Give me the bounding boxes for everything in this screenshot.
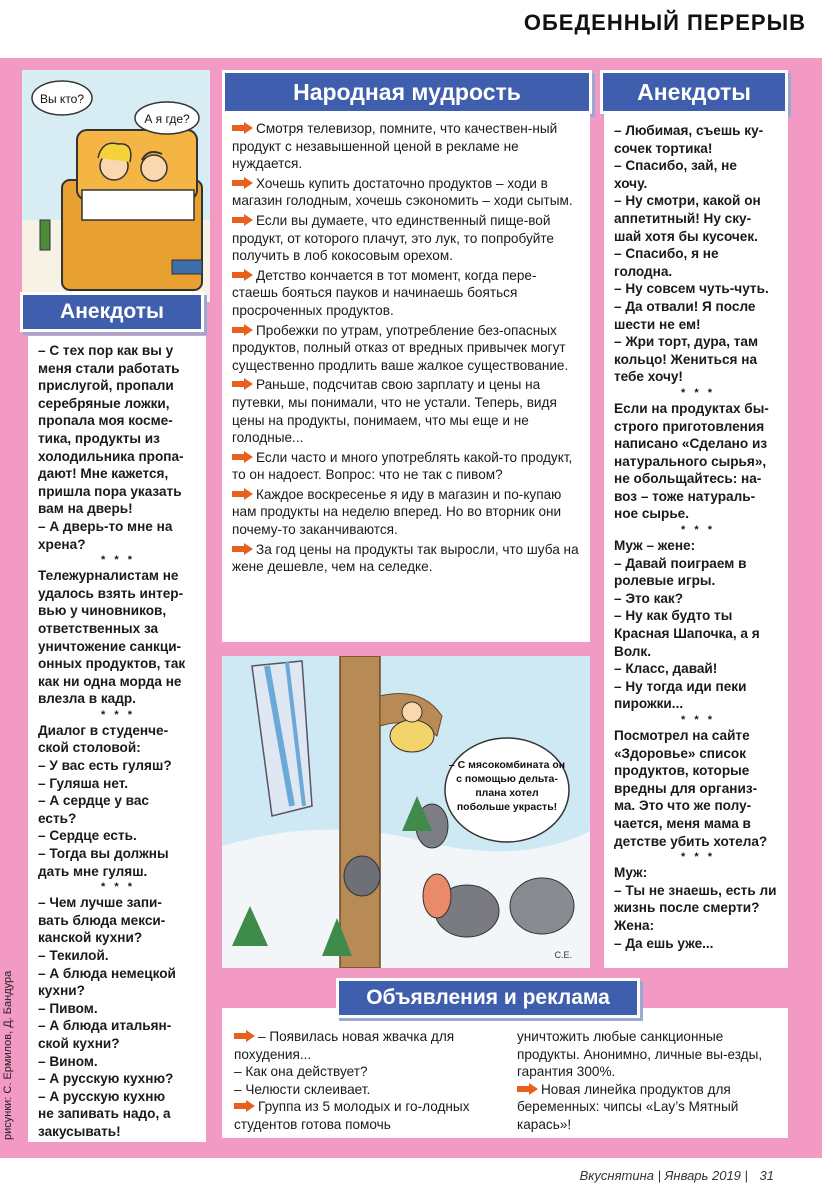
arrow-icon <box>232 177 254 189</box>
separator-stars: * * * <box>101 554 135 567</box>
anecdote-line: натурального сырья», <box>614 453 767 469</box>
anecdote-line: Посмотрел на сайте <box>614 728 750 743</box>
anecdote-line: кухни? <box>38 983 85 999</box>
anecdote-line: удалось взять интер- <box>38 585 184 601</box>
anecdote-line: вредны для организ- <box>614 780 758 796</box>
wisdom-item <box>232 322 580 375</box>
anecdote-line: уничтожение санкци- <box>38 638 182 654</box>
footer-text: Вкуснятина | Январь 2019 | <box>579 1168 748 1183</box>
anecdote-line: прислугой, пропали <box>38 378 174 394</box>
anecdote-line: – Ну тогда иди пеки <box>614 678 747 694</box>
separator-stars: * * * <box>101 881 135 894</box>
wisdom-list <box>232 120 580 576</box>
arrow-icon <box>232 122 254 134</box>
anecdote-line: ской столовой: <box>38 740 141 756</box>
ad-item <box>234 1028 503 1063</box>
wisdom-tag: Народная мудрость <box>222 70 592 114</box>
wisdom-item-text: Смотря телевизор, помните, что качествен-ный продукт с незавышенной ценой в рекламе не нуждается. <box>232 121 558 172</box>
anecdote-line: пришла пора указать <box>38 483 182 499</box>
anecdote-line: шести не ем! <box>614 316 701 332</box>
wisdom-item-text: Каждое воскресенье я иду в магазин и по-купаю нам продукты на неделю вперед. Но во вторник они почему-то заканчиваются. <box>232 486 562 538</box>
anecdote-line: Если на продуктах бы- <box>614 400 769 416</box>
page-footer <box>580 1168 774 1183</box>
anecdote-line: вью у чиновников, <box>38 603 167 619</box>
ad-item <box>517 1028 776 1081</box>
ad-item-text: – Челюсти склеивает. <box>234 1081 371 1097</box>
anecdote-line: закусывать! <box>38 1123 121 1139</box>
anecdote-line: продуктов, которые <box>614 763 750 779</box>
right-anecdotes-text <box>614 122 782 952</box>
anecdote-line: – Да отвали! Я после <box>614 298 756 314</box>
anecdote-line: – Ну совсем чуть-чуть. <box>614 281 769 297</box>
anecdote-line: пропала моя косме- <box>38 413 173 429</box>
anecdote-line: – Гуляша нет. <box>38 775 128 791</box>
left-anecdotes-text <box>38 342 198 1141</box>
arrow-icon <box>232 324 254 336</box>
right-anecdotes-tag: Анекдоты <box>600 70 788 114</box>
arrow-icon <box>234 1030 256 1042</box>
wolves-signature: С.Е. <box>554 950 572 960</box>
section-header: ОБЕДЕННЫЙ ПЕРЕРЫВ <box>523 10 806 35</box>
bubble-text-2: А я где? <box>144 112 190 126</box>
wisdom-item <box>232 449 580 484</box>
left-anecdotes-tag: Анекдоты <box>20 292 204 332</box>
anecdote-line: ской кухни? <box>38 1035 120 1051</box>
anecdote-line: чается, меня мама в <box>614 815 751 831</box>
anecdote-line: вам на дверь! <box>38 501 133 517</box>
anecdote-line: пирожки... <box>614 696 684 712</box>
wisdom-item <box>232 541 580 576</box>
anecdote-line: – С тех пор как вы у <box>38 343 174 358</box>
ads-tag: Объявления и реклама <box>336 978 640 1018</box>
left-cartoon-panel <box>22 70 210 302</box>
anecdote-line: как ни одна морда не <box>38 673 182 689</box>
anecdote-line: хочу. <box>614 175 648 191</box>
anecdote-line: Тележурналистам не <box>38 568 179 584</box>
anecdote-line: кольцо! Жениться на <box>614 351 758 367</box>
anecdote-line: ролевые игры. <box>614 573 716 589</box>
anecdote-line: серебряные ложки, <box>38 395 170 411</box>
separator-stars: * * * <box>681 524 715 537</box>
anecdote-line: тебе хочу! <box>614 369 683 385</box>
wisdom-item <box>232 120 580 173</box>
ad-item <box>234 1098 503 1133</box>
anecdote-line: ответственных за <box>38 620 159 636</box>
anecdote-line: онных продуктов, так <box>38 656 186 672</box>
left-anecdotes-panel <box>28 336 206 1142</box>
anecdote-line: Волк. <box>614 643 651 659</box>
ad-item-text: Группа из 5 молодых и го-лодных студентов готова помочь <box>234 1099 470 1132</box>
ad-item-text: Новая линейка продуктов для беременных: чипсы «Lay’s Мятный карась»! <box>516 1081 739 1132</box>
anecdote-line: – А блюда немецкой <box>38 965 176 981</box>
ad-item <box>234 1063 503 1081</box>
anecdote-line: – Да ешь уже... <box>614 935 714 951</box>
anecdote-line: аппетитный! Ну ску- <box>614 210 752 226</box>
wisdom-item-text: Если вы думаете, что единственный пище-вой продукт, от которого плачут, это лук, то попробуйте получить в лоб кокосовым орехом. <box>232 212 554 264</box>
ad-item <box>234 1081 503 1099</box>
arrow-icon <box>232 214 254 226</box>
anecdote-line: – Давай поиграем в <box>614 555 747 571</box>
wisdom-item-text: Если часто и много употреблять какой-то продукт, то он надоест. Вопрос: что не так с пивом? <box>232 449 573 483</box>
anecdote-line: – Тогда вы должны <box>38 846 169 862</box>
wisdom-item-text: Детство кончается в тот момент, когда пере-стаешь бояться пауков и начинаешь бояться просроченных продуктов. <box>232 267 537 318</box>
arrow-icon <box>232 269 254 281</box>
anecdote-line: голодна. <box>614 263 673 279</box>
ads-column-1 <box>234 1028 503 1138</box>
wisdom-item <box>232 175 580 210</box>
anecdote-line: тика, продукты из <box>38 430 160 446</box>
wisdom-panel <box>222 112 590 642</box>
anecdote-line: шай хотя бы кусочек. <box>614 228 758 244</box>
anecdote-line: – А дверь-то мне на <box>38 518 173 534</box>
anecdote-line: детстве убить хотела? <box>614 833 768 849</box>
anecdote-line: ма. Это что же полу- <box>614 798 752 814</box>
separator-stars: * * * <box>681 386 715 399</box>
anecdote-line: – Сердце есть. <box>38 828 137 844</box>
ad-item <box>517 1081 776 1134</box>
anecdote-line: Жена: <box>614 917 655 933</box>
wisdom-item-text: Раньше, подсчитав свою зарплату и цены на путевки, мы понимали, что не устали. Теперь, видя цены на продукты, понимаем, что мы еще и не голодные... <box>232 377 557 446</box>
anecdote-line: не запивать надо, а <box>38 1106 171 1122</box>
wisdom-item <box>232 486 580 539</box>
arrow-icon <box>232 543 254 555</box>
arrow-icon <box>234 1100 256 1112</box>
anecdote-line: – Жри торт, дура, там <box>614 334 759 350</box>
right-anecdotes-panel <box>604 114 788 968</box>
wolves-bubble-line-4: побольше украсть! <box>456 801 558 813</box>
wisdom-item <box>232 376 580 446</box>
separator-stars: * * * <box>101 708 135 721</box>
anecdote-line: канской кухни? <box>38 930 143 946</box>
anecdote-line: – Спасибо, зай, не <box>614 158 737 174</box>
wisdom-item-text: Хочешь купить достаточно продуктов – ходи в магазин голодным, хочешь сэкономить – ходи сытым. <box>232 175 573 209</box>
wolves-bubble-line-2: с помощью дельта- <box>456 773 558 785</box>
wisdom-item <box>232 267 580 320</box>
anecdote-line: – У вас есть гуляш? <box>38 758 172 774</box>
anecdote-line: дают! Мне кажется, <box>38 466 169 482</box>
page-number: 31 <box>759 1168 774 1183</box>
anecdote-line: – Спасибо, я не <box>614 246 719 262</box>
anecdote-line: вать блюда мекси- <box>38 912 166 928</box>
arrow-icon <box>517 1083 539 1095</box>
anecdote-line: дать мне гуляш. <box>38 863 148 879</box>
anecdote-line: – Любимая, съешь ку- <box>614 123 764 138</box>
anecdote-line: – Текилой. <box>38 948 109 963</box>
anecdote-line: ное сырье. <box>614 506 690 522</box>
separator-stars: * * * <box>681 714 715 726</box>
anecdote-line: строго приготовления <box>614 418 765 434</box>
arrow-icon <box>232 451 254 463</box>
anecdote-line: – Чем лучше запи- <box>38 895 162 911</box>
wisdom-item-text: Пробежки по утрам, употребление без-опасных продуктов, полный отказ от вредных привычек могут существенно продлить ваше жалкое существование. <box>232 322 569 373</box>
anecdote-line: – А русскую кухню <box>38 1088 166 1104</box>
wolves-bubble-line-3: плана хотел <box>475 787 539 799</box>
ads-panel <box>222 1008 788 1138</box>
anecdote-line: есть? <box>38 810 77 826</box>
anecdote-line: – Вином. <box>38 1053 98 1069</box>
anecdote-line: Муж – жене: <box>614 538 696 554</box>
anecdote-line: хрена? <box>38 536 86 552</box>
ads-column-2 <box>517 1028 776 1138</box>
wolves-cartoon-panel <box>222 656 590 968</box>
anecdote-line: – Ну смотри, какой он <box>614 193 761 209</box>
anecdote-line: – Ты не знаешь, есть ли <box>614 882 777 898</box>
anecdote-line: не обольщайтесь: на- <box>614 471 762 487</box>
anecdote-line: влезла в кадр. <box>38 691 136 707</box>
ad-item-text: – Как она действует? <box>234 1064 368 1080</box>
arrow-icon <box>232 378 254 390</box>
anecdote-line: холодильника пропа- <box>38 448 184 464</box>
separator-stars: * * * <box>681 851 715 864</box>
ad-item-text: – Появилась новая жвачка для похудения... <box>234 1029 455 1062</box>
anecdote-line: жизнь после смерти? <box>614 900 760 916</box>
anecdote-line: – А русскую кухню? <box>38 1071 174 1087</box>
wisdom-item <box>232 212 580 265</box>
anecdote-line: написано «Сделано из <box>614 436 768 452</box>
wisdom-item-text: За год цены на продукты так выросли, что шуба на жене дешевле, чем на селедке. <box>232 541 579 575</box>
anecdote-line: – Пивом. <box>38 1000 98 1016</box>
anecdote-line: Муж: <box>614 865 648 881</box>
anecdote-line: воз – тоже натураль- <box>614 488 756 504</box>
bed-cartoon <box>22 70 210 302</box>
anecdote-line: – Ну как будто ты <box>614 608 733 624</box>
anecdote-line: меня стали работать <box>38 360 180 376</box>
anecdote-line: сочек тортика! <box>614 140 713 156</box>
anecdote-line: – А блюда итальян- <box>38 1018 172 1034</box>
bubble-text-1: Вы кто? <box>39 92 85 106</box>
wolves-cartoon <box>222 656 590 968</box>
anecdote-line: – Класс, давай! <box>614 661 718 677</box>
wolves-bubble-line-1: – С мясокомбината он <box>448 759 566 771</box>
anecdote-line: «Здоровье» список <box>614 745 747 761</box>
arrow-icon <box>232 488 254 500</box>
anecdote-line: Красная Шапочка, а я <box>614 626 760 642</box>
anecdote-line: Диалог в студенче- <box>38 722 169 738</box>
anecdote-line: – Это как? <box>614 590 684 606</box>
anecdote-line: – А сердце у вас <box>38 793 149 809</box>
ad-item-text: уничтожить любые санкционные продукты. Анонимно, личные вы-езды, гарантия 300%. <box>516 1029 763 1080</box>
illustration-credit: рисунки: С. Ермилов, Д. Бандура <box>2 970 14 1140</box>
